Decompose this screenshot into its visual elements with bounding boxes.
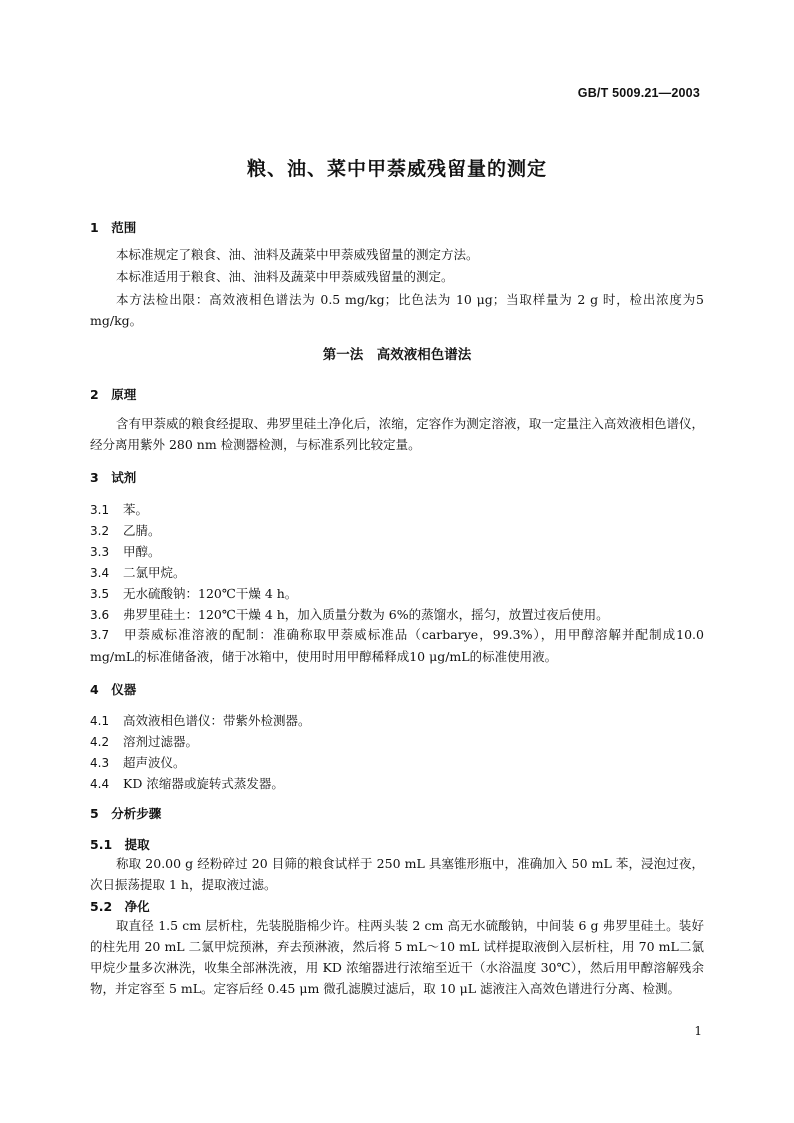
standard-code: GB/T 5009.21—2003	[577, 86, 700, 100]
apparatus-item	[90, 732, 198, 750]
section-heading-apparatus: 4 仪器	[90, 682, 137, 697]
item-number: 3.5	[90, 587, 110, 601]
scope-paragraph-2: 本标准适用于粮食、油、油料及蔬菜中甲萘威残留量的测定。	[116, 269, 454, 284]
apparatus-item	[90, 774, 284, 792]
section-heading-scope: 1 范围	[90, 220, 137, 235]
section-heading-analysis: 5 分析步骤	[90, 806, 162, 821]
page-number: 1	[694, 1024, 702, 1038]
item-text: 弗罗里硅土：120℃干燥 4 h，加入质量分数为 6%的蒸馏水，摇匀，放置过夜后使用。	[123, 607, 609, 622]
item-text: 甲醇。	[123, 544, 161, 559]
scope-paragraph-3: 本方法检出限：高效液相色谱法为 0.5 mg/kg；比色法为 10 μg；当取样量为 2 g 时，检出浓度为5 mg/kg。	[90, 292, 704, 328]
item-text: 乙腈。	[123, 523, 161, 538]
extraction-paragraph: 称取 20.00 g 经粉碎过 20 目筛的粮食试样于 250 mL 具塞锥形瓶中，准确加入 50 mL 苯，浸泡过夜，次日振荡提取 1 h，提取液过滤。	[90, 856, 704, 892]
scope-paragraph-1: 本标准规定了粮食、油、油料及蔬菜中甲萘威残留量的测定方法。	[116, 247, 479, 262]
principle-paragraph: 含有甲萘威的粮食经提取、弗罗里硅土净化后，浓缩，定容作为测定溶液，取一定量注入高效液相色谱仪，经分离用紫外 280 nm 检测器检测，与标准系列比较定量。	[90, 416, 704, 452]
item-number: 4.2	[90, 735, 110, 749]
reagent-item	[90, 563, 186, 581]
reagent-item	[90, 500, 148, 518]
item-number: 3.7	[90, 628, 110, 642]
item-text: 苯。	[123, 502, 149, 517]
subsection-heading-extraction: 5.1 提取	[90, 837, 150, 852]
reagent-item	[90, 584, 297, 602]
apparatus-item	[90, 753, 186, 771]
reagent-item	[90, 605, 609, 623]
apparatus-item	[90, 711, 311, 729]
reagent-item	[90, 542, 161, 560]
item-number: 3.4	[90, 566, 110, 580]
document-title: 粮、油、菜中甲萘威残留量的测定	[246, 158, 547, 180]
item-text: KD 浓缩器或旋转式蒸发器。	[123, 776, 284, 791]
item-number: 3.6	[90, 608, 110, 622]
item-text: 高效液相色谱仪：带紫外检测器。	[123, 713, 311, 728]
item-text: 溶剂过滤器。	[123, 734, 199, 749]
method-one-heading: 第一法 高效液相色谱法	[322, 347, 472, 363]
section-heading-principle: 2 原理	[90, 387, 137, 402]
item-number: 4.3	[90, 756, 110, 770]
item-number: 4.4	[90, 777, 110, 791]
item-text: 超声波仪。	[123, 755, 186, 770]
item-text: 无水硫酸钠：120℃干燥 4 h。	[123, 586, 298, 601]
subsection-heading-cleanup: 5.2 净化	[90, 899, 150, 914]
item-text: 甲萘威标准溶液的配制：准确称取甲萘威标准品（carbarye，99.3%），用甲醇溶解并配制成10.0 mg/mL的标准储备液，储于冰箱中，使用时用甲醇稀释成10 μg/mL的标准使用液。	[90, 627, 704, 664]
reagent-item	[90, 624, 704, 667]
item-number: 3.2	[90, 524, 110, 538]
section-heading-reagents: 3 试剂	[90, 470, 137, 485]
item-number: 4.1	[90, 714, 110, 728]
item-number: 3.1	[90, 503, 110, 517]
cleanup-paragraph: 取直径 1.5 cm 层析柱，先装脱脂棉少许。柱两头装 2 cm 高无水硫酸钠，中间装 6 g 弗罗里硅土。装好的柱先用 20 mL 二氯甲烷预淋，弃去预淋液，然后将 5 mL～10 mL 试样提取液倒入层析柱，用 70 mL二氯甲烷少量多次淋洗，收集全部淋洗液，用 KD 浓缩器进行浓缩至近干（水浴温度 30℃），然后用甲醇溶解残余物，并定容至 5 mL。定容后经 0.45 μm 微孔滤膜过滤后，取 10 μL 滤液注入高效色谱进行分离、检测。	[90, 918, 704, 996]
item-number: 3.3	[90, 545, 110, 559]
reagent-item	[90, 521, 161, 539]
item-text: 二氯甲烷。	[123, 565, 186, 580]
